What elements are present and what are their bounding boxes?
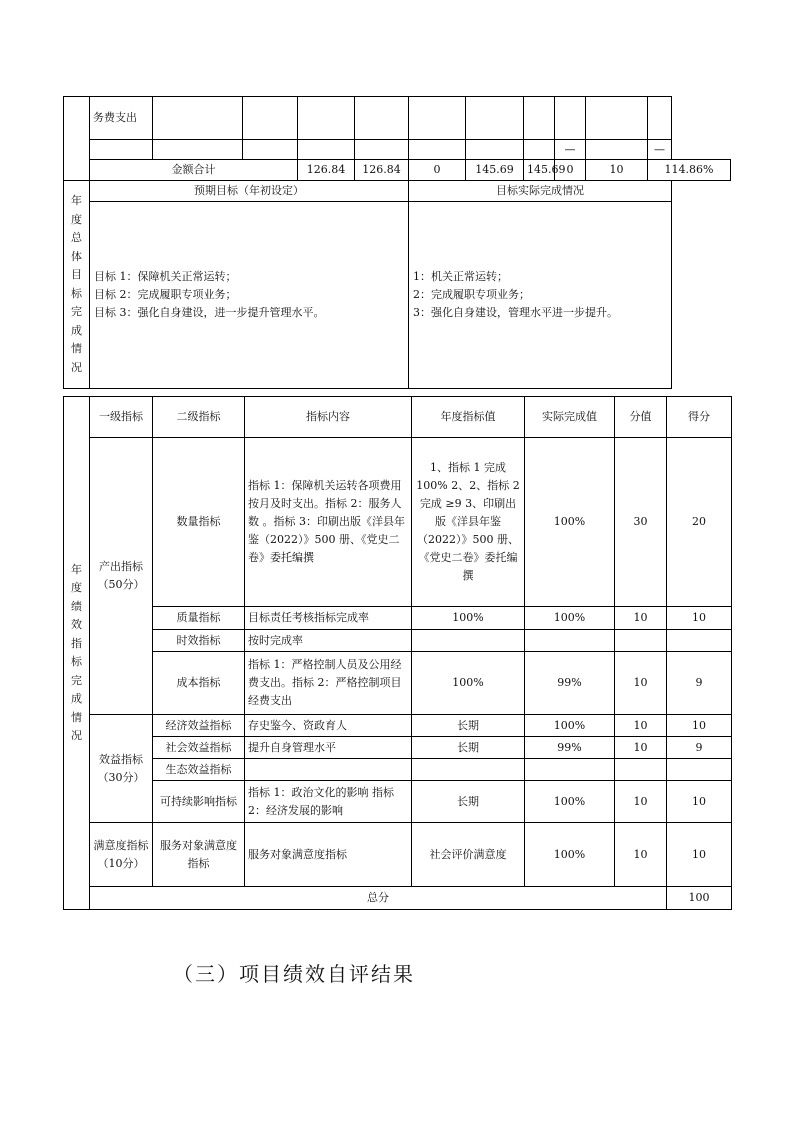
sustainable-actual: 100% xyxy=(525,781,615,823)
social-indicator: 社会效益指标 xyxy=(153,737,245,759)
total-value: 145.69 xyxy=(524,160,555,181)
budget-goals-table xyxy=(63,96,731,389)
social-got: 9 xyxy=(667,737,732,759)
sustainable-got: 10 xyxy=(667,781,732,823)
timeliness-indicator: 时效指标 xyxy=(153,630,245,652)
expense-label: 务费支出 xyxy=(90,97,153,140)
quantity-annual: 1、指标 1 完成 100% 2、2、指标 2 完成 ≥9 3、印刷出版《洋县年鉴（2022）》500 册、《党史二卷》委托编撰 xyxy=(412,438,525,607)
quality-annual: 100% xyxy=(412,607,525,630)
economic-score: 10 xyxy=(615,715,667,737)
satisfaction-got: 10 xyxy=(667,823,732,887)
planned-goals-header: 预期目标（年初设定） xyxy=(90,181,409,202)
cost-annual: 100% xyxy=(412,652,525,715)
header-level1: 一级指标 xyxy=(90,397,153,438)
section-heading: （三）项目绩效自评结果 xyxy=(173,962,415,986)
cost-content: 指标 1：严格控制人员及公用经费支出。指标 2：严格控制项目经费支出 xyxy=(245,652,412,715)
dash-cell: — xyxy=(555,140,586,160)
economic-got: 10 xyxy=(667,715,732,737)
dash-cell: — xyxy=(648,140,672,160)
total-score: 100 xyxy=(667,887,732,910)
satisfaction-actual: 100% xyxy=(525,823,615,887)
output-indicator-label: 产出指标（50分） xyxy=(90,438,153,715)
satisfaction-score: 10 xyxy=(615,823,667,887)
sustainable-score: 10 xyxy=(615,781,667,823)
header-score: 分值 xyxy=(615,397,667,438)
total-value: 145.69 xyxy=(466,160,524,181)
social-annual: 长期 xyxy=(412,737,525,759)
total-value: 0 xyxy=(555,160,586,181)
header-level2: 二级指标 xyxy=(153,397,245,438)
cost-got: 9 xyxy=(667,652,732,715)
economic-actual: 100% xyxy=(525,715,615,737)
cost-score: 10 xyxy=(615,652,667,715)
social-score: 10 xyxy=(615,737,667,759)
planned-goals: 目标 1：保障机关正常运转； 目标 2：完成履职专项业务； 目标 3：强化自身建设，进一步提升管理水平。 xyxy=(90,202,409,389)
quantity-score: 30 xyxy=(615,438,667,607)
cost-actual: 99% xyxy=(525,652,615,715)
quality-content: 目标责任考核指标完成率 xyxy=(245,607,412,630)
actual-goals-header: 目标实际完成情况 xyxy=(409,181,672,202)
quality-actual: 100% xyxy=(525,607,615,630)
header-annual: 年度指标值 xyxy=(412,397,525,438)
quantity-actual: 100% xyxy=(525,438,615,607)
total-score-label: 总分 xyxy=(90,887,667,910)
performance-table xyxy=(63,396,732,910)
economic-annual: 长期 xyxy=(412,715,525,737)
timeliness-content: 按时完成率 xyxy=(245,630,412,652)
sustainable-content: 指标 1：政治文化的影响 指标 2：经济发展的影响 xyxy=(245,781,412,823)
sustainable-indicator: 可持续影响指标 xyxy=(153,781,245,823)
goals-side-label: 年 度 总 体 目 标 完 成 情 况 xyxy=(64,181,90,389)
satisfaction-annual: 社会评价满意度 xyxy=(412,823,525,887)
economic-content: 存史鉴今、资政育人 xyxy=(245,715,412,737)
economic-indicator: 经济效益指标 xyxy=(153,715,245,737)
total-value: 126.84 xyxy=(298,160,355,181)
header-got: 得分 xyxy=(667,397,732,438)
quantity-content: 指标 1：保障机关运转各项费用按月及时支出。指标 2：服务人数 。指标 3：印刷出版《洋县年鉴（2022）》500 册、《党史二卷》委托编撰 xyxy=(245,438,412,607)
satisfaction-indicator: 服务对象满意度指标 xyxy=(153,823,245,887)
total-value: 0 xyxy=(409,160,466,181)
performance-side-label: 年 度 绩 效 指 标 完 成 情 况 xyxy=(64,397,90,910)
header-content: 指标内容 xyxy=(245,397,412,438)
quality-got: 10 xyxy=(667,607,732,630)
quality-indicator: 质量指标 xyxy=(153,607,245,630)
quantity-indicator: 数量指标 xyxy=(153,438,245,607)
quality-score: 10 xyxy=(615,607,667,630)
header-actual: 实际完成值 xyxy=(525,397,615,438)
satisfaction-content: 服务对象满意度指标 xyxy=(245,823,412,887)
total-value: 126.84 xyxy=(355,160,409,181)
satisfaction-indicator-label: 满意度指标（10分） xyxy=(90,823,153,887)
cost-indicator: 成本指标 xyxy=(153,652,245,715)
actual-goals: 1：机关正常运转； 2：完成履职专项业务； 3：强化自身建设，管理水平进一步提升。 xyxy=(409,202,672,389)
ecological-indicator: 生态效益指标 xyxy=(153,759,245,781)
total-value: 10 xyxy=(586,160,648,181)
quantity-got: 20 xyxy=(667,438,732,607)
total-value: 114.86% xyxy=(648,160,731,181)
social-actual: 99% xyxy=(525,737,615,759)
sustainable-annual: 长期 xyxy=(412,781,525,823)
benefit-indicator-label: 效益指标（30分） xyxy=(90,715,153,823)
social-content: 提升自身管理水平 xyxy=(245,737,412,759)
total-amount-label: 金额合计 xyxy=(90,160,298,181)
blank-side-cell xyxy=(64,97,90,181)
